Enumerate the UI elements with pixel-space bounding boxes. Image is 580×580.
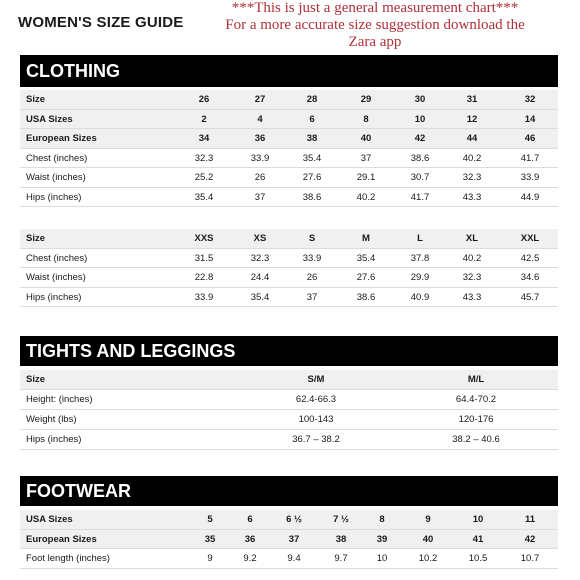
table-cell: 44.9 xyxy=(520,191,540,203)
note-line: Zara app xyxy=(348,34,402,50)
table-cell: 36.7 – 38.2 xyxy=(292,434,340,445)
row-label: Weight (lbs) xyxy=(26,414,77,425)
table-cell: 64.4-70.2 xyxy=(455,394,497,405)
table-cell: 10 xyxy=(376,553,388,564)
table-cell: 40.2 xyxy=(462,252,482,264)
table-cell: 33.9 xyxy=(194,291,214,303)
table-row xyxy=(20,149,558,169)
table-cell: 40.2 xyxy=(356,191,376,203)
table-cell: 120-176 xyxy=(458,414,494,425)
table-cell: 35 xyxy=(204,533,216,545)
table-cell: 37 xyxy=(288,533,300,545)
table-cell: M xyxy=(362,233,370,244)
table-cell: 8 xyxy=(379,514,385,525)
table-cell: XL xyxy=(465,233,479,244)
table-cell: 9.7 xyxy=(334,553,348,564)
table-cell: 32.3 xyxy=(194,152,214,164)
table-cell: 10 xyxy=(472,514,484,525)
table-cell: 9 xyxy=(425,514,431,525)
table-cell: 14 xyxy=(524,113,536,125)
table-row xyxy=(20,370,558,390)
table-cell: 29.9 xyxy=(410,272,430,283)
measurement-note xyxy=(190,0,560,51)
table-row xyxy=(20,110,558,130)
table-cell: 33.9 xyxy=(520,172,540,183)
table-cell: 22.8 xyxy=(194,272,214,283)
table-cell: 40 xyxy=(360,133,372,144)
table-cell: 43.3 xyxy=(462,291,482,303)
table-cell: 37.8 xyxy=(410,252,430,264)
table-cell: 26 xyxy=(254,172,266,183)
table-cell: 7 ½ xyxy=(333,514,349,525)
row-label: Hips (inches) xyxy=(26,191,82,203)
table-row xyxy=(20,530,558,550)
table-cell: 42 xyxy=(524,533,536,545)
table-row xyxy=(20,168,558,188)
table-cell: 10.2 xyxy=(418,553,438,564)
table-cell: 6 ½ xyxy=(286,514,302,525)
row-label: Hips (inches) xyxy=(26,434,82,445)
table-cell: 26 xyxy=(306,272,318,283)
table-cell: 38.6 xyxy=(410,152,430,164)
table-cell: 35.4 xyxy=(302,152,322,164)
table-cell: 46 xyxy=(524,133,536,144)
row-label: Waist (inches) xyxy=(26,172,86,183)
table-cell: 33.9 xyxy=(302,252,322,264)
table-row xyxy=(20,549,558,569)
table-cell: 39 xyxy=(376,533,388,545)
row-label: European Sizes xyxy=(26,533,97,545)
table-cell: 34.6 xyxy=(520,272,540,283)
table-cell: 41.7 xyxy=(520,152,540,164)
row-label: Chest (inches) xyxy=(26,252,88,264)
table-cell: 2 xyxy=(201,113,207,125)
row-label: Foot length (inches) xyxy=(26,553,110,564)
table-cell: 6 xyxy=(247,514,253,525)
table-cell: 38.6 xyxy=(302,191,322,203)
table-cell: 43.3 xyxy=(462,191,482,203)
table-cell: 32.3 xyxy=(462,272,482,283)
table-cell: 35.4 xyxy=(356,252,376,264)
table-cell: 40.9 xyxy=(410,291,430,303)
table-cell: 38 xyxy=(335,533,347,545)
table-cell: 41 xyxy=(472,533,484,545)
table-cell: XXL xyxy=(520,233,540,244)
clothing-section-header: CLOTHING xyxy=(20,55,558,87)
table-cell: 34 xyxy=(198,133,210,144)
table-cell: 9.4 xyxy=(287,553,301,564)
row-label: Size xyxy=(26,94,46,105)
table-row xyxy=(20,129,558,149)
row-label: Size xyxy=(26,374,46,385)
row-label: USA Sizes xyxy=(26,514,73,525)
table-cell: 25.2 xyxy=(194,172,214,183)
table-cell: 35.4 xyxy=(250,291,270,303)
table-cell: 29.1 xyxy=(356,172,376,183)
table-cell: XXS xyxy=(194,233,214,244)
table-cell: 37 xyxy=(306,291,318,303)
table-cell: 100-143 xyxy=(298,414,334,425)
table-cell: 42.5 xyxy=(520,252,540,264)
table-cell: 10 xyxy=(414,113,426,125)
row-label: Chest (inches) xyxy=(26,152,88,164)
table-cell: 44 xyxy=(466,133,478,144)
table-cell: L xyxy=(417,233,423,244)
table-row xyxy=(20,268,558,288)
table-row xyxy=(20,188,558,208)
table-cell: 24.4 xyxy=(250,272,270,283)
table-cell: 12 xyxy=(466,113,478,125)
table-cell: 4 xyxy=(257,113,263,125)
footwear-section-header: FOOTWEAR xyxy=(20,476,558,506)
row-label: Waist (inches) xyxy=(26,272,86,283)
table-cell: 37 xyxy=(360,152,372,164)
table-cell: 9 xyxy=(207,553,213,564)
table-cell: 38.6 xyxy=(356,291,376,303)
table-cell: 42 xyxy=(414,133,426,144)
table-cell: M/L xyxy=(467,374,485,385)
table-cell: 11 xyxy=(524,514,536,525)
table-cell: 38.2 – 40.6 xyxy=(452,434,500,445)
table-cell: 9.2 xyxy=(243,553,257,564)
table-row xyxy=(20,249,558,269)
table-cell: 33.9 xyxy=(250,152,270,164)
table-cell: 27.6 xyxy=(302,172,322,183)
table-cell: 30 xyxy=(414,94,426,105)
table-row xyxy=(20,288,558,308)
table-cell: 45.7 xyxy=(520,291,540,303)
note-line: ***This is just a general measurement chart*** xyxy=(231,0,519,16)
table-cell: 35.4 xyxy=(194,191,214,203)
table-row xyxy=(20,430,558,450)
table-cell: 28 xyxy=(306,94,318,105)
row-label: Hips (inches) xyxy=(26,291,82,303)
table-row xyxy=(20,410,558,430)
table-cell: 38 xyxy=(306,133,318,144)
row-label: Height: (inches) xyxy=(26,394,93,405)
table-cell: S/M xyxy=(307,374,325,385)
table-cell: 40.2 xyxy=(462,152,482,164)
table-cell: XS xyxy=(253,233,267,244)
table-cell: 29 xyxy=(360,94,372,105)
table-cell: 32.3 xyxy=(250,252,270,264)
table-cell: 32 xyxy=(524,94,536,105)
table-cell: 27.6 xyxy=(356,272,376,283)
table-cell: 32.3 xyxy=(462,172,482,183)
row-label: European Sizes xyxy=(26,133,97,144)
row-label: USA Sizes xyxy=(26,113,73,125)
table-cell: 8 xyxy=(363,113,369,125)
tights-section-header: TIGHTS AND LEGGINGS xyxy=(20,336,558,366)
table-cell: 41.7 xyxy=(410,191,430,203)
table-row xyxy=(20,390,558,410)
table-cell: 62.4-66.3 xyxy=(295,394,337,405)
table-cell: 6 xyxy=(309,113,315,125)
page-title: WOMEN'S SIZE GUIDE xyxy=(18,14,184,31)
table-cell: 36 xyxy=(254,133,266,144)
table-cell: 5 xyxy=(207,514,213,525)
table-cell: 30.7 xyxy=(410,172,430,183)
row-label: Size xyxy=(26,233,46,244)
table-cell: 40 xyxy=(422,533,434,545)
table-row xyxy=(20,510,558,530)
table-cell: 27 xyxy=(254,94,266,105)
table-cell: 10.7 xyxy=(520,553,540,564)
table-row xyxy=(20,90,558,110)
table-row xyxy=(20,229,558,249)
table-cell: 36 xyxy=(244,533,256,545)
note-line: For a more accurate size suggestion download the xyxy=(225,17,525,33)
table-cell: 10.5 xyxy=(468,553,488,564)
table-cell: 26 xyxy=(198,94,210,105)
table-cell: 31 xyxy=(466,94,478,105)
table-cell: 31.5 xyxy=(194,252,214,264)
table-cell: S xyxy=(308,233,316,244)
table-cell: 37 xyxy=(254,191,266,203)
